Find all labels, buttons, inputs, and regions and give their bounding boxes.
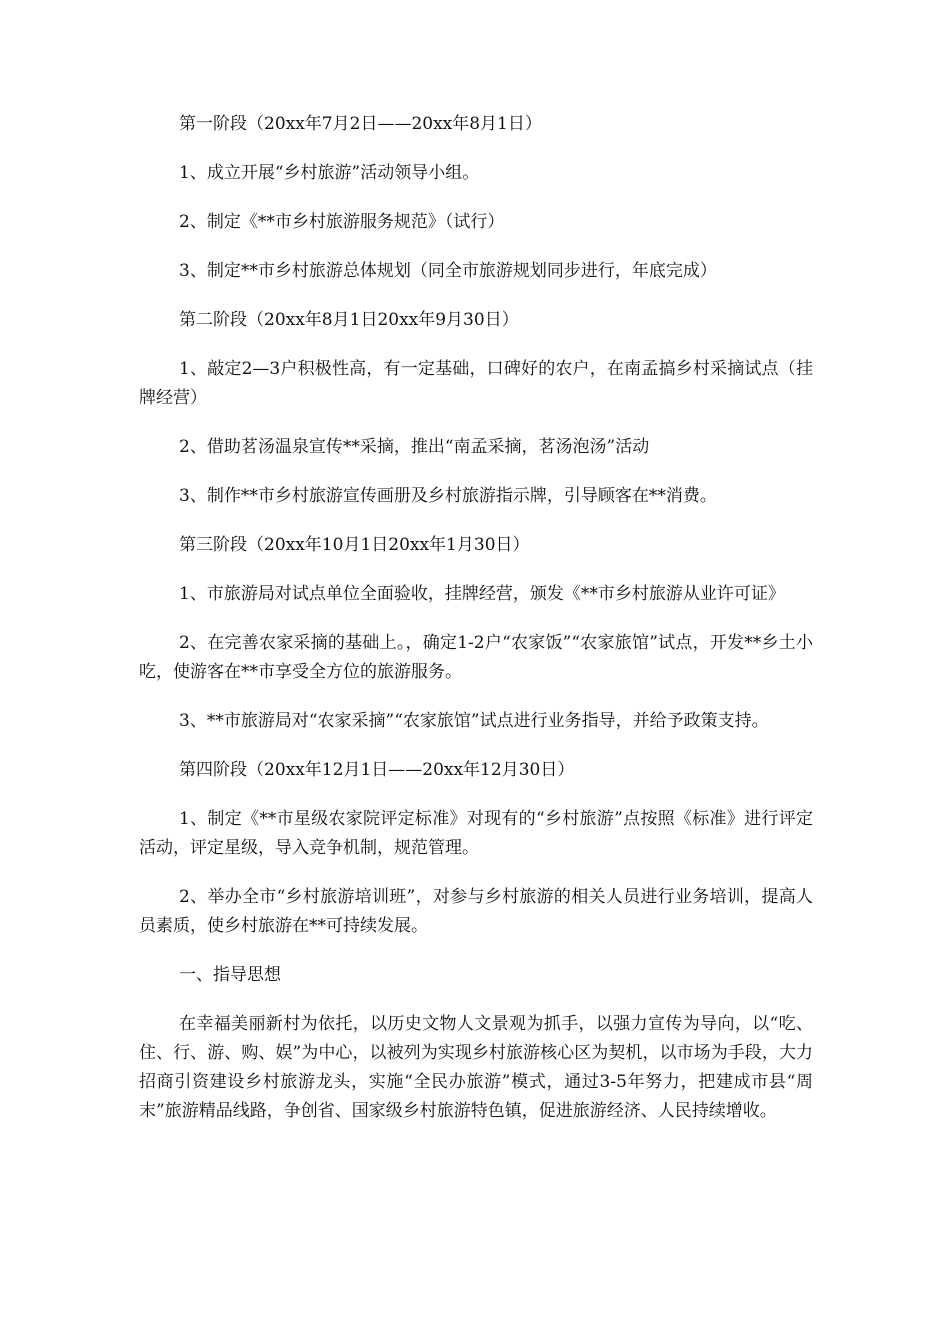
guiding-thought-body: 在幸福美丽新村为依托，以历史文物人文景观为抓手，以强力宣传为导向，以“吃、住、行、游、购、娱”为中心，以被列为实现乡村旅游核心区为契机，以市场为手段，大力招商引资建设乡村旅游龙头，实施“全民办旅游”模式，通过3-5年努力，把建成市县“周末”旅游精品线路，争创省、国家级乡村旅游特色镇，促进旅游经济、人民持续增收。 bbox=[139, 1014, 813, 1121]
stage-one-item-3: 3、制定**市乡村旅游总体规划（同全市旅游规划同步进行，年底完成） bbox=[179, 261, 717, 281]
stage-two-item-2: 2、借助茗汤温泉宣传**采摘，推出“南孟采摘，茗汤泡汤”活动 bbox=[179, 437, 650, 457]
stage-four-heading: 第四阶段（20xx年12月1日——20xx年12月30日） bbox=[179, 760, 575, 780]
stage-two-heading: 第二阶段（20xx年8月1日20xx年9月30日） bbox=[179, 310, 519, 330]
stage-one-item-2: 2、制定《**市乡村旅游服务规范》（试行） bbox=[179, 212, 505, 232]
guiding-thought-heading: 一、指导思想 bbox=[179, 965, 281, 985]
stage-three-item-2: 2、在完善农家采摘的基础上。，确定1-2户“农家饭”“农家旅馆”试点，开发**乡土小吃，使游客在**市享受全方位的旅游服务。 bbox=[139, 633, 813, 682]
stage-four-item-1: 1、制定《**市星级农家院评定标准》对现有的“乡村旅游”点按照《标准》进行评定活动，评定星级，导入竞争机制，规范管理。 bbox=[139, 809, 813, 858]
stage-two-item-1: 1、敲定2—3户积极性高，有一定基础，口碑好的农户，在南孟搞乡村采摘试点（挂牌经营） bbox=[139, 359, 813, 408]
stage-three-item-1: 1、市旅游局对试点单位全面验收，挂牌经营，颁发《**市乡村旅游从业许可证》 bbox=[179, 584, 785, 604]
document-body bbox=[139, 110, 813, 1146]
stage-one-item-1: 1、成立开展“乡村旅游”活动领导小组。 bbox=[179, 163, 480, 183]
stage-one-heading: 第一阶段（20xx年7月2日——20xx年8月1日） bbox=[179, 114, 542, 134]
stage-two-item-3: 3、制作**市乡村旅游宣传画册及乡村旅游指示牌，引导顾客在**消费。 bbox=[179, 486, 717, 506]
stage-three-item-3: 3、**市旅游局对“农家采摘”“农家旅馆”试点进行业务指导，并给予政策支持。 bbox=[179, 711, 769, 731]
stage-three-heading: 第三阶段（20xx年10月1日20xx年1月30日） bbox=[179, 535, 530, 555]
stage-four-item-2: 2、举办全市“乡村旅游培训班”，对参与乡村旅游的相关人员进行业务培训，提高人员素质，使乡村旅游在**可持续发展。 bbox=[139, 887, 813, 936]
